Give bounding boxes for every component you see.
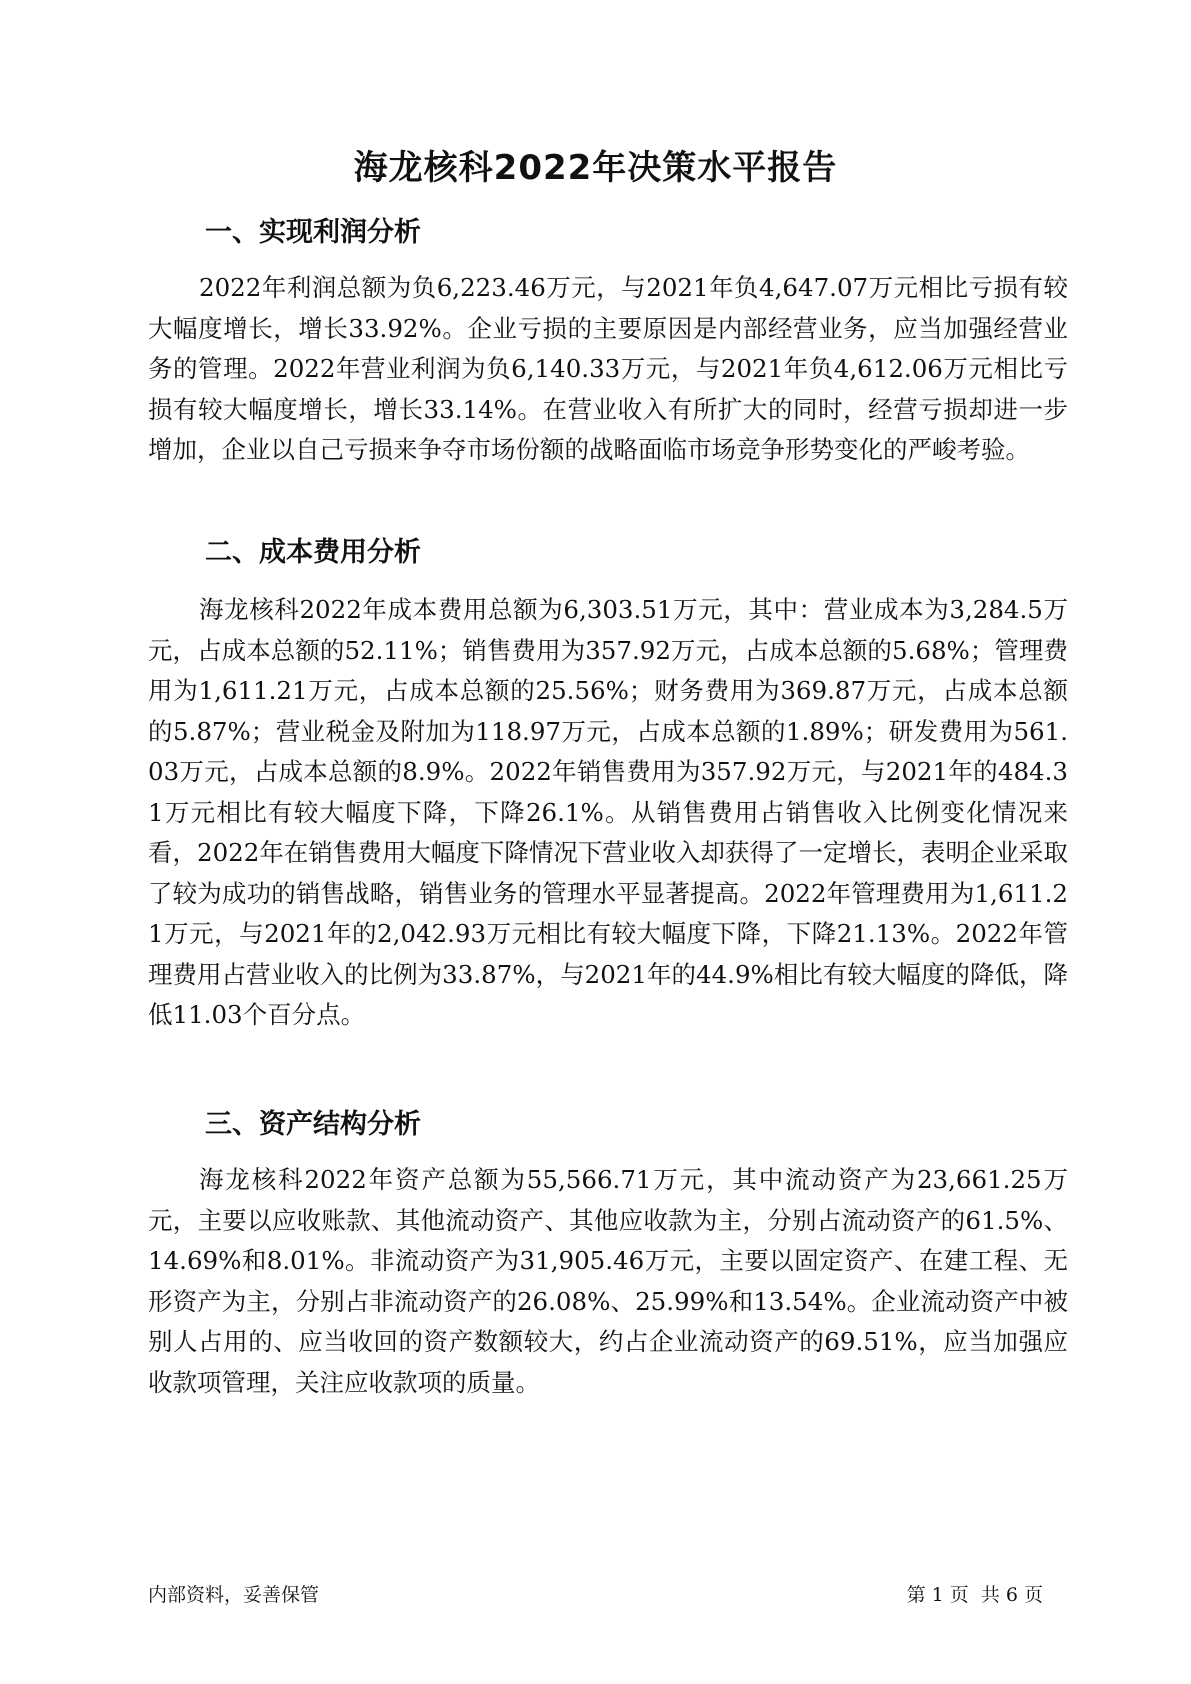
section-body-profit: 2022年利润总额为负6,223.46万元，与2021年负4,647.07万元相比亏损有较大幅度增长，增长33.92%。企业亏损的主要原因是内部经营业务，应当加强经营业务的管理。2022年营业利润为负6,140.33万元，与2021年负4,612.06万元相比亏损有较大幅度增长，增长33.14%。在营业收入有所扩大的同时，经营亏损却进一步增加，企业以自己亏损来争夺市场份额的战略面临市场竞争形势变化的严峻考验。 <box>148 273 1068 464</box>
section-body-cost: 海龙核科2022年成本费用总额为6,303.51万元，其中：营业成本为3,284.5万元，占成本总额的52.11%；销售费用为357.92万元，占成本总额的5.68%；管理费用为1,611.21万元，占成本总额的25.56%；财务费用为369.87万元，占成本总额的5.87%；营业税金及附加为118.97万元，占成本总额的1.89%；研发费用为561.03万元，占成本总额的8.9%。2022年销售费用为357.92万元，与2021年的484.31万元相比有较大幅度下降，下降26.1%。从销售费用占销售收入比例变化情况来看，2022年在销售费用大幅度下降情况下营业收入却获得了一定增长，表明企业采取了较为成功的销售战略，销售业务的管理水平显著提高。2022年管理费用为1,611.21万元，与2021年的2,042.93万元相比有较大幅度下降，下降21.13%。2022年管理费用占营业收入的比例为33.87%，与2021年的44.9%相比有较大幅度的降低，降低11.03个百分点。 <box>148 595 1068 1029</box>
section-heading-profit: 一、实现利润分析 <box>205 217 421 248</box>
section-heading-cost: 二、成本费用分析 <box>205 537 421 568</box>
section-body-assets: 海龙核科2022年资产总额为55,566.71万元，其中流动资产为23,661.25万元，主要以应收账款、其他流动资产、其他应收款为主，分别占流动资产的61.5%、14.69%和8.01%。非流动资产为31,905.46万元，主要以固定资产、在建工程、无形资产为主，分别占非流动资产的26.08%、25.99%和13.54%。企业流动资产中被别人占用的、应当收回的资产数额较大，约占企业流动资产的69.51%，应当加强应收款项管理，关注应收款项的质量。 <box>148 1165 1068 1397</box>
footer-confidential-note: 内部资料，妥善保管 <box>148 1584 320 1606</box>
footer-page-number: 第 1 页 共 6 页 <box>906 1584 1043 1606</box>
page-title: 海龙核科2022年决策水平报告 <box>353 148 838 188</box>
section-heading-assets: 三、资产结构分析 <box>205 1109 421 1140</box>
